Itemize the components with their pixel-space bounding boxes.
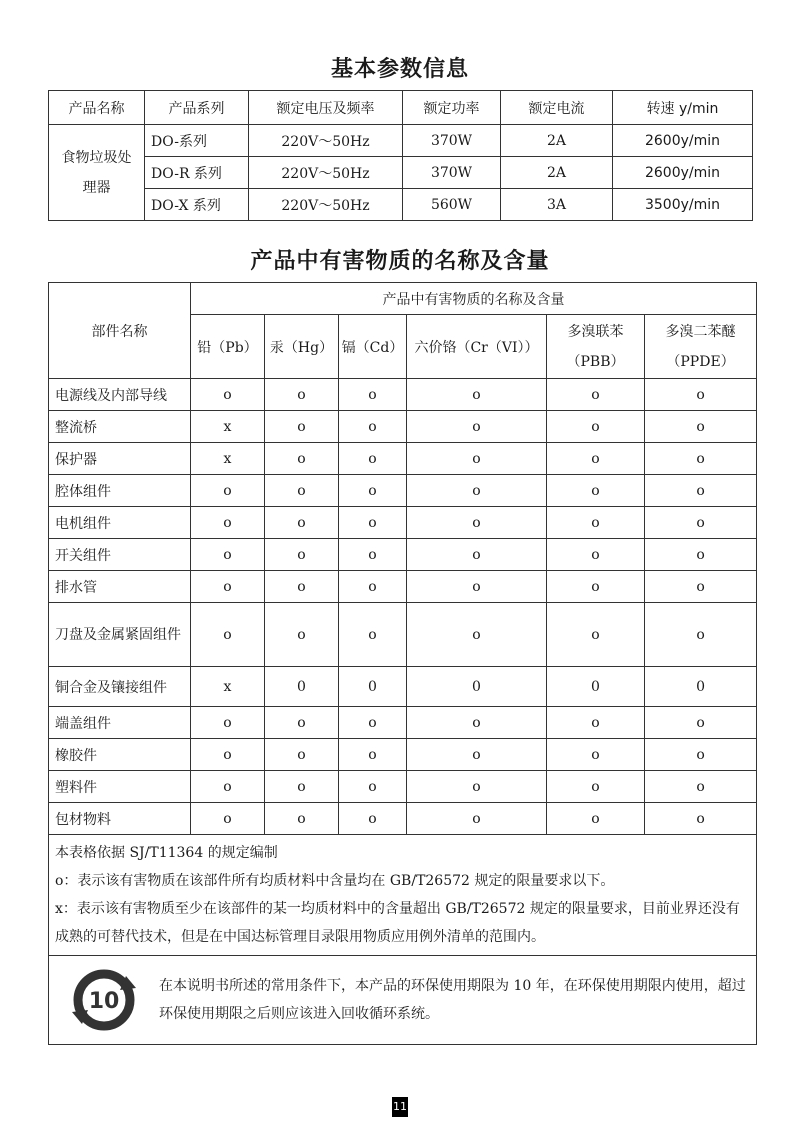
substance-value-cell: o — [547, 707, 645, 739]
substance-value-cell: o — [407, 411, 547, 443]
note-line: x：表示该有害物质至少在该部件的某一均质材料中的含量超出 GB/T26572 规定的限量要求，目前业界还没有成熟的可替代技术，但是在中国达标管理目录限用物质应用例外清单的范围内。 — [55, 901, 740, 945]
substance-value-cell: o — [645, 411, 757, 443]
power-cell: 370W — [403, 125, 501, 157]
substance-header-row — [49, 283, 757, 315]
table-row — [49, 443, 757, 475]
substance-value-cell: o — [191, 571, 265, 603]
series-cell: DO-X 系列 — [145, 189, 249, 221]
part-name-cell: 塑料件 — [49, 771, 191, 803]
substance-value-cell: o — [407, 379, 547, 411]
substance-value-cell: o — [339, 379, 407, 411]
substance-title: 产品中有害物质的名称及含量 — [250, 249, 550, 274]
substance-value-cell: o — [407, 603, 547, 667]
power-cell: 560W — [403, 189, 501, 221]
substance-value-cell: o — [407, 739, 547, 771]
substance-value-cell: 0 — [547, 667, 645, 707]
part-header: 部件名称 — [49, 283, 191, 379]
table-row — [49, 571, 757, 603]
substance-value-cell: 0 — [339, 667, 407, 707]
spec-header-cell: 额定功率 — [403, 91, 501, 125]
current-cell: 3A — [501, 189, 613, 221]
substance-value-cell: o — [407, 771, 547, 803]
substance-value-cell: o — [191, 771, 265, 803]
substance-value-cell: o — [191, 475, 265, 507]
substance-value-cell: o — [407, 803, 547, 835]
substance-value-cell: o — [645, 571, 757, 603]
note-row — [49, 835, 757, 956]
series-cell: DO-R 系列 — [145, 157, 249, 189]
substance-value-cell: o — [547, 603, 645, 667]
substance-value-cell: o — [645, 771, 757, 803]
part-name-cell: 电源线及内部导线 — [49, 379, 191, 411]
substance-value-cell: o — [547, 379, 645, 411]
substance-value-cell: o — [407, 571, 547, 603]
spec-header-cell: 转速 y/min — [613, 91, 753, 125]
substance-value-cell: x — [191, 443, 265, 475]
env-row — [49, 956, 757, 1045]
ppde-code: （PPDE） — [666, 353, 735, 370]
note-line: 本表格依据 SJ/T11364 的规定编制 — [55, 845, 278, 861]
speed-cell: 2600y/min — [613, 157, 753, 189]
substance-value-cell: o — [265, 507, 339, 539]
substance-value-cell: o — [547, 443, 645, 475]
substance-value-cell: o — [645, 539, 757, 571]
page-number: 11 — [392, 1097, 408, 1117]
part-name-cell: 整流桥 — [49, 411, 191, 443]
pbb-name: 多溴联苯 — [567, 323, 624, 340]
speed-cell: 3500y/min — [613, 189, 753, 221]
substance-value-cell: o — [191, 507, 265, 539]
spec-row — [49, 189, 753, 221]
voltage-cell: 220V～50Hz — [249, 157, 403, 189]
part-name-cell: 刀盘及金属紧固组件 — [49, 603, 191, 667]
substance-value-cell: 0 — [265, 667, 339, 707]
substance-value-cell: o — [547, 571, 645, 603]
substance-value-cell: o — [191, 739, 265, 771]
substance-value-cell: o — [645, 707, 757, 739]
spec-header-cell: 额定电流 — [501, 91, 613, 125]
table-row — [49, 539, 757, 571]
part-name-cell: 排水管 — [49, 571, 191, 603]
substance-value-cell: 0 — [645, 667, 757, 707]
current-cell: 2A — [501, 157, 613, 189]
substance-value-cell: o — [265, 707, 339, 739]
substance-group-header: 产品中有害物质的名称及含量 — [191, 283, 757, 315]
substance-value-cell: o — [645, 603, 757, 667]
substance-value-cell: o — [645, 507, 757, 539]
table-row — [49, 667, 757, 707]
part-name-cell: 开关组件 — [49, 539, 191, 571]
series-cell: DO-系列 — [145, 125, 249, 157]
part-name-cell: 铜合金及镶接组件 — [49, 667, 191, 707]
substance-value-cell: o — [191, 603, 265, 667]
spec-header-cell: 额定电压及频率 — [249, 91, 403, 125]
spec-title: 基本参数信息 — [330, 57, 469, 82]
substance-value-cell: o — [339, 603, 407, 667]
spec-header-row — [49, 91, 753, 125]
substance-value-cell: o — [407, 539, 547, 571]
substance-value-cell: o — [265, 539, 339, 571]
table-row — [49, 803, 757, 835]
part-name-cell: 保护器 — [49, 443, 191, 475]
spec-header-cell: 产品系列 — [145, 91, 249, 125]
pbb-code: （PBB） — [566, 353, 625, 370]
substance-value-cell: o — [645, 803, 757, 835]
substance-value-cell: o — [265, 803, 339, 835]
substance-value-cell: o — [339, 803, 407, 835]
substance-value-cell: o — [339, 411, 407, 443]
recycle-period-number: 10 — [88, 989, 120, 1014]
substance-value-cell: o — [407, 507, 547, 539]
substance-value-cell: o — [191, 803, 265, 835]
substance-column-header: 镉（Cd） — [339, 315, 407, 379]
part-name-cell: 腔体组件 — [49, 475, 191, 507]
spec-row — [49, 125, 753, 157]
spec-row — [49, 157, 753, 189]
table-row — [49, 379, 757, 411]
substance-value-cell: o — [645, 475, 757, 507]
substance-value-cell: o — [191, 707, 265, 739]
substance-column-header — [645, 315, 757, 379]
table-row — [49, 739, 757, 771]
env-cell — [49, 956, 757, 1045]
substance-value-cell: o — [265, 739, 339, 771]
substance-value-cell: o — [265, 443, 339, 475]
substance-value-cell: o — [339, 507, 407, 539]
substance-value-cell: o — [191, 539, 265, 571]
substance-value-cell: o — [547, 771, 645, 803]
substance-value-cell: o — [339, 475, 407, 507]
substance-value-cell: o — [191, 379, 265, 411]
substance-value-cell: o — [339, 571, 407, 603]
substance-value-cell: o — [339, 771, 407, 803]
substance-value-cell: o — [645, 739, 757, 771]
speed-cell: 2600y/min — [613, 125, 753, 157]
substance-value-cell: o — [547, 475, 645, 507]
table-row — [49, 771, 757, 803]
substance-column-header — [547, 315, 645, 379]
env-text: 在本说明书所述的常用条件下，本产品的环保使用期限为 10 年，在环保使用期限内使用，超过环保使用期限之后则应该进入回收循环系统。 — [159, 978, 746, 1022]
substance-value-cell: o — [339, 539, 407, 571]
substance-value-cell: o — [339, 739, 407, 771]
substance-value-cell: o — [645, 379, 757, 411]
substance-value-cell: 0 — [407, 667, 547, 707]
substance-table — [48, 282, 757, 1045]
substance-value-cell: x — [191, 411, 265, 443]
part-name-cell: 橡胶件 — [49, 739, 191, 771]
table-row — [49, 507, 757, 539]
product-name-cell: 食物垃圾处理器 — [49, 125, 145, 221]
table-row — [49, 411, 757, 443]
substance-value-cell: x — [191, 667, 265, 707]
substance-value-cell: o — [547, 507, 645, 539]
voltage-cell: 220V～50Hz — [249, 125, 403, 157]
power-cell: 370W — [403, 157, 501, 189]
current-cell: 2A — [501, 125, 613, 157]
substance-value-cell: o — [339, 443, 407, 475]
part-name-cell: 包材物料 — [49, 803, 191, 835]
ppde-name: 多溴二苯醚 — [665, 323, 736, 340]
spec-header-cell: 产品名称 — [49, 91, 145, 125]
substance-column-header: 六价铬（Cr（VI）） — [407, 315, 547, 379]
part-name-cell: 端盖组件 — [49, 707, 191, 739]
substance-column-header: 汞（Hg） — [265, 315, 339, 379]
part-name-cell: 电机组件 — [49, 507, 191, 539]
substance-value-cell: o — [547, 803, 645, 835]
substance-value-cell: o — [547, 739, 645, 771]
substance-value-cell: o — [265, 379, 339, 411]
substance-value-cell: o — [265, 571, 339, 603]
substance-value-cell: o — [339, 707, 407, 739]
table-row — [49, 707, 757, 739]
voltage-cell: 220V～50Hz — [249, 189, 403, 221]
spec-table — [48, 90, 753, 221]
table-row — [49, 475, 757, 507]
table-row — [49, 603, 757, 667]
substance-value-cell: o — [547, 411, 645, 443]
substance-value-cell: o — [265, 771, 339, 803]
substance-value-cell: o — [265, 475, 339, 507]
substance-value-cell: o — [645, 443, 757, 475]
substance-value-cell: o — [265, 411, 339, 443]
substance-column-header: 铅（Pb） — [191, 315, 265, 379]
recycle-period-icon — [49, 956, 159, 1044]
substance-value-cell: o — [407, 707, 547, 739]
note-line: o：表示该有害物质在该部件所有均质材料中含量均在 GB/T26572 规定的限量要求以下。 — [55, 873, 615, 889]
substance-value-cell: o — [547, 539, 645, 571]
substance-value-cell: o — [407, 475, 547, 507]
substance-value-cell: o — [407, 443, 547, 475]
note-cell — [49, 835, 757, 956]
substance-value-cell: o — [265, 603, 339, 667]
